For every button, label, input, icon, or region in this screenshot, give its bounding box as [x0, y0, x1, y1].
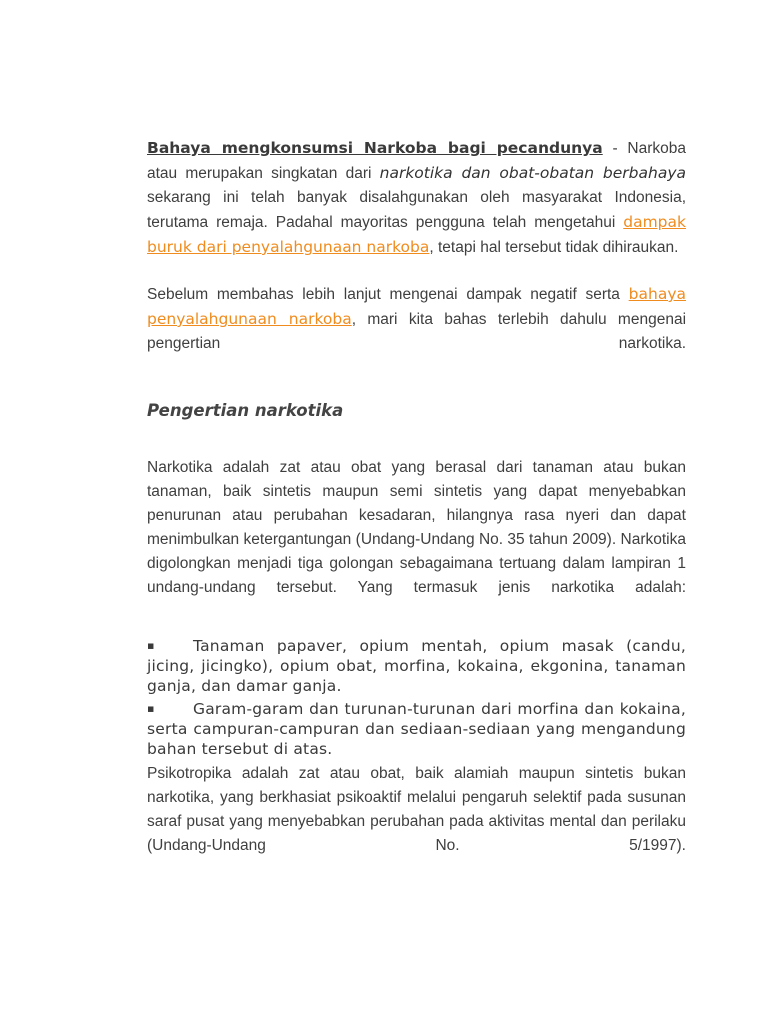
bullet-icon: ▪: [147, 702, 155, 715]
bahaya-penyalahgunaan-link[interactable]: bahaya penyalahgunaan narkoba: [147, 285, 686, 328]
intro-emphasis: narkotika dan obat-obatan berbahaya: [379, 164, 687, 182]
list-item: [147, 636, 686, 696]
second-paragraph: [147, 282, 686, 356]
list-item-text: Garam-garam dan turunan-turunan dari morfina dan kokaina, serta campuran-campuran dan sediaan-sediaan yang mengandung bahan tersebut di atas.: [147, 700, 686, 758]
list-item: [147, 699, 686, 759]
intro-text-2: sekarang ini telah banyak disalahgunakan oleh masyarakat Indonesia, terutama remaja. Padahal mayoritas pengguna telah mengetahui: [147, 189, 686, 231]
intro-text-1: Narkoba atau merupakan singkatan dari: [147, 140, 686, 182]
para2-text-1: Sebelum membahas lebih lanjut mengenai dampak negatif serta: [147, 286, 629, 303]
definition-paragraph: Narkotika adalah zat atau obat yang berasal dari tanaman atau bukan tanaman, baik sintetis maupun semi sintetis yang dapat menyebabkan penurunan atau perubahan kesadaran, hilangnya rasa nyeri dan dapat menimbulkan ketergantungan (Undang-Undang No. 35 tahun 2009). Narkotika digolongkan menjadi tiga golongan sebagaimana tertuang dalam lampiran 1 undang-undang tersebut. Yang termasuk jenis narkotika adalah:: [147, 459, 686, 596]
psikotropika-paragraph: Psikotropika adalah zat atau obat, baik alamiah maupun sintetis bukan narkotika, yang berkhasiat psikoaktif melalui pengaruh selektif pada susunan saraf pusat yang menyebabkan perubahan pada aktivitas mental dan perilaku (Undang-Undang No. 5/1997).: [147, 765, 686, 854]
document-page: [147, 136, 686, 858]
section-heading: Pengertian narkotika: [147, 401, 344, 420]
intro-paragraph: [147, 136, 686, 260]
article-title-link[interactable]: Bahaya mengkonsumsi Narkoba bagi pecandunya: [147, 139, 603, 157]
dampak-buruk-link[interactable]: dampak buruk dari penyalahgunaan narkoba: [147, 213, 686, 256]
list-item-text: Tanaman papaver, opium mentah, opium masak (candu, jicing, jicingko), opium obat, morfina, kokaina, ekgonina, tanaman ganja, dan damar ganja.: [147, 637, 686, 695]
narcotics-list: [147, 636, 686, 759]
intro-text-3: , tetapi hal tersebut tidak dihiraukan.: [429, 239, 679, 256]
para2-text-2: , mari kita bahas terlebih dahulu mengenai pengertian narkotika.: [147, 311, 687, 352]
bullet-icon: ▪: [147, 639, 155, 652]
title-dash: -: [602, 140, 628, 157]
